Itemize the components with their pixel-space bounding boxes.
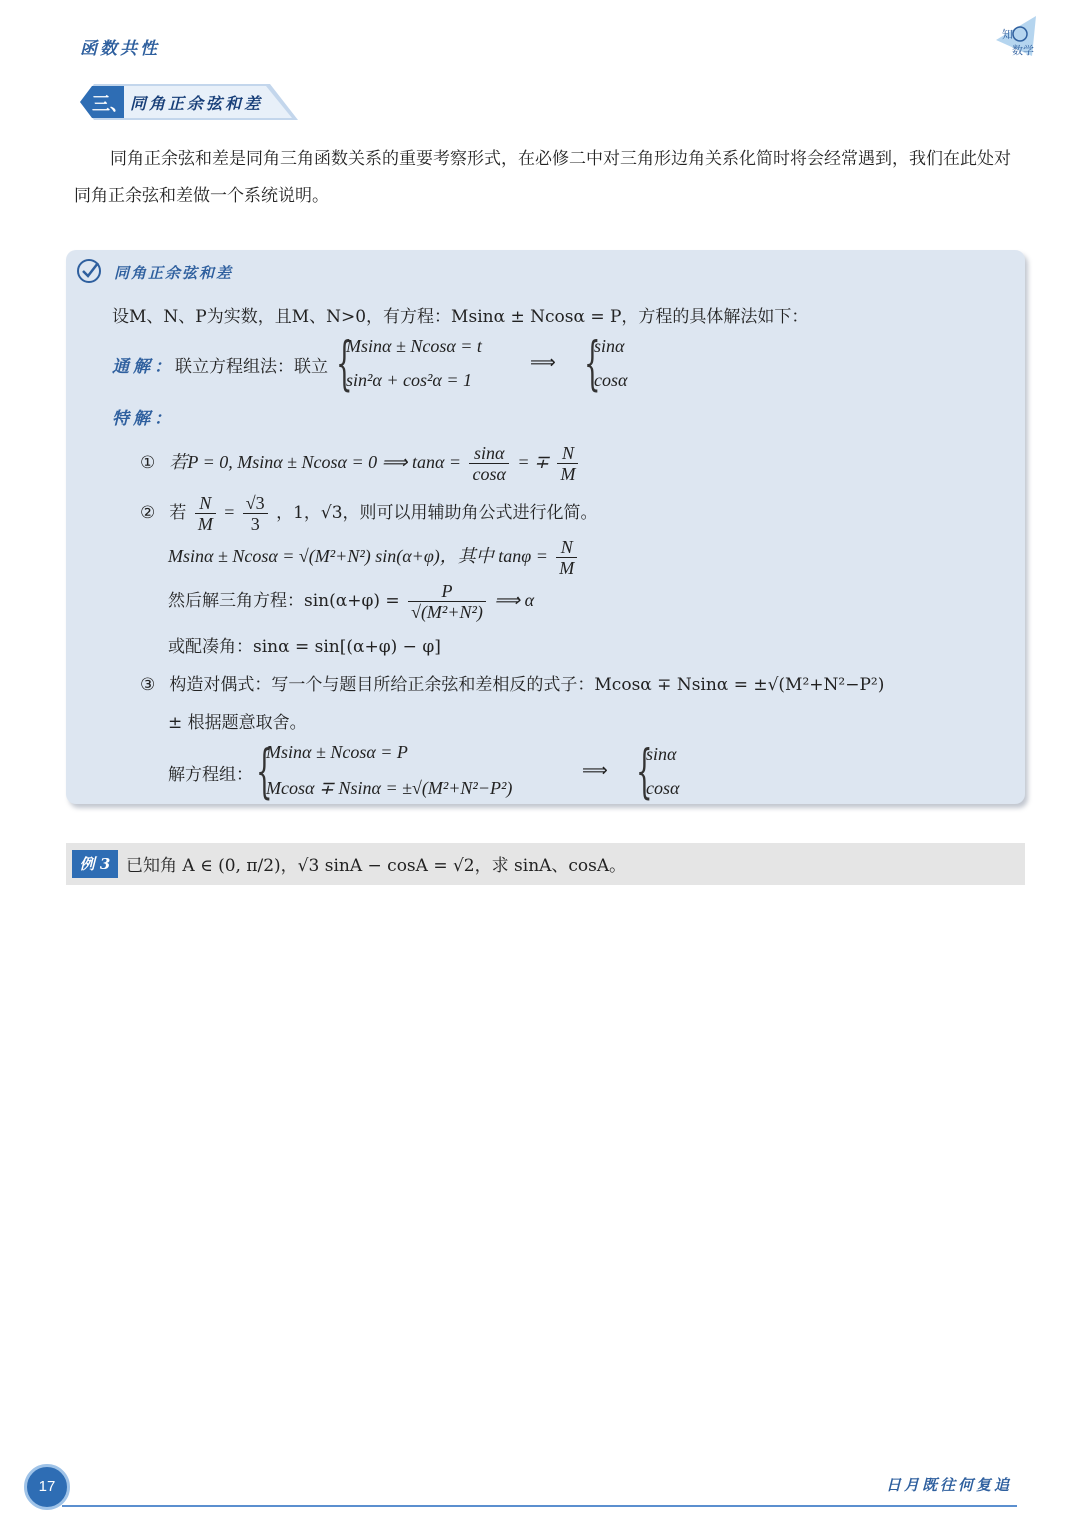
footer-motto: 日月既往何复追 xyxy=(886,1476,1013,1494)
page-number: 17 xyxy=(24,1464,70,1510)
general-r1: sinα xyxy=(594,336,625,356)
item2-text: ，1，√3，则可以用辅助角公式进行化简。 xyxy=(276,503,598,523)
item2-eq: = xyxy=(224,502,235,522)
item1-frac-den: cosα xyxy=(472,464,506,484)
item2-val-num: √3 xyxy=(243,493,268,514)
item2-line3-frac xyxy=(408,581,486,622)
header-title: 函数共性 xyxy=(80,39,160,59)
example-tag: 例 3 xyxy=(72,850,118,878)
svg-text:数学: 数学 xyxy=(1012,44,1034,57)
item2-num: ② xyxy=(140,503,156,523)
general-eq2: sin²α + cos²α = 1 xyxy=(346,370,472,390)
box-title: 同角正余弦和差 xyxy=(114,264,234,282)
item2-line4: 或配凑角：sinα = sin[(α+φ) − φ] xyxy=(168,637,441,657)
item2-line2-text: Msinα ± Ncosα = √(M²+N²) sin(α+φ)，其中 tanφ = xyxy=(168,546,548,566)
item2-line3-frac-num: P xyxy=(408,581,486,602)
item3-r1: sinα xyxy=(646,744,677,764)
item2-frac-den: M xyxy=(197,514,213,534)
section-title: 同角正余弦和差 xyxy=(130,94,264,113)
item2-line2-frac-den: M xyxy=(559,558,575,578)
item2-val-den: 3 xyxy=(250,514,260,534)
item3-num: ③ xyxy=(140,675,156,695)
special-item2 xyxy=(140,490,598,535)
logo-icon xyxy=(992,10,1044,62)
item1-frac2-num: N xyxy=(557,443,578,464)
item3-eq1: Msinα ± Ncosα = P xyxy=(266,742,408,762)
item3-r2: cosα xyxy=(646,778,680,798)
check-circle-icon xyxy=(76,258,102,284)
section-number: 三、 xyxy=(92,94,128,115)
example-text: 已知角 A ∈ (0, π/2)，√3 sinA − cosA = √2，求 sinA、cosA。 xyxy=(126,856,627,876)
item2-line3 xyxy=(168,578,534,623)
item1-frac2 xyxy=(557,443,578,484)
item3-text: 构造对偶式：写一个与题目所给正余弦和差相反的式子：Mcosα ∓ Nsinα = ±√(M²+N²−P²) xyxy=(169,675,885,695)
item1-rest: = ∓ xyxy=(517,452,550,472)
item3-arrow: ⟹ xyxy=(582,760,608,780)
brace-result: { xyxy=(584,329,601,397)
item1-frac xyxy=(469,443,508,484)
item2-pre: 若 xyxy=(169,503,187,523)
intro-paragraph: 同角正余弦和差是同角三角函数关系的重要考察形式，在必修二中对三角形边角关系化简时将会经常遇到，我们在此处对同角正余弦和差做一个系统说明。 xyxy=(74,149,1011,206)
item2-line2-frac-num: N xyxy=(556,537,577,558)
item1-text: 若P = 0, Msinα ± Ncosα = 0 ⟹ tanα = xyxy=(169,452,462,472)
general-label-text: 通解： xyxy=(112,357,175,377)
item2-line3-frac-den: √(M²+N²) xyxy=(411,602,483,622)
setup-line: 设M、N、P为实数，且M、N>0，有方程：Msinα ± Ncosα = P，方程的具体解法如下： xyxy=(112,307,809,327)
general-text: 联立方程组法：联立 xyxy=(175,357,328,377)
brace-left: { xyxy=(336,329,353,397)
section-banner xyxy=(80,82,302,122)
svg-text:知: 知 xyxy=(1002,28,1013,41)
item1-num: ① xyxy=(140,453,156,473)
item3-solve-label: 解方程组： xyxy=(168,765,253,785)
item2-line2-frac xyxy=(556,537,577,578)
general-r2: cosα xyxy=(594,370,628,390)
item2-frac xyxy=(195,493,216,534)
general-eq1: Msinα ± Ncosα = t xyxy=(346,336,482,356)
special-label: 特解： xyxy=(112,409,175,429)
item2-line3-text: 然后解三角方程：sin(α+φ) = xyxy=(168,591,400,611)
item2-line3-end: ⟹ α xyxy=(494,590,535,610)
item1-frac2-den: M xyxy=(560,464,576,484)
general-label xyxy=(112,352,328,377)
special-item3 xyxy=(140,670,884,695)
item1-frac-num: sinα xyxy=(469,443,508,464)
item2-frac-num: N xyxy=(195,493,216,514)
item2-val xyxy=(243,493,268,534)
item3-brace-left: { xyxy=(256,737,273,805)
item3-eq2: Mcosα ∓ Nsinα = ±√(M²+N²−P²) xyxy=(266,778,513,798)
item3-line2: ± 根据题意取舍。 xyxy=(168,713,307,733)
item3-brace-result: { xyxy=(636,737,653,805)
special-item1 xyxy=(140,440,581,485)
footer-divider xyxy=(62,1505,1017,1507)
general-arrow: ⟹ xyxy=(530,352,556,372)
item2-line2 xyxy=(168,534,580,579)
